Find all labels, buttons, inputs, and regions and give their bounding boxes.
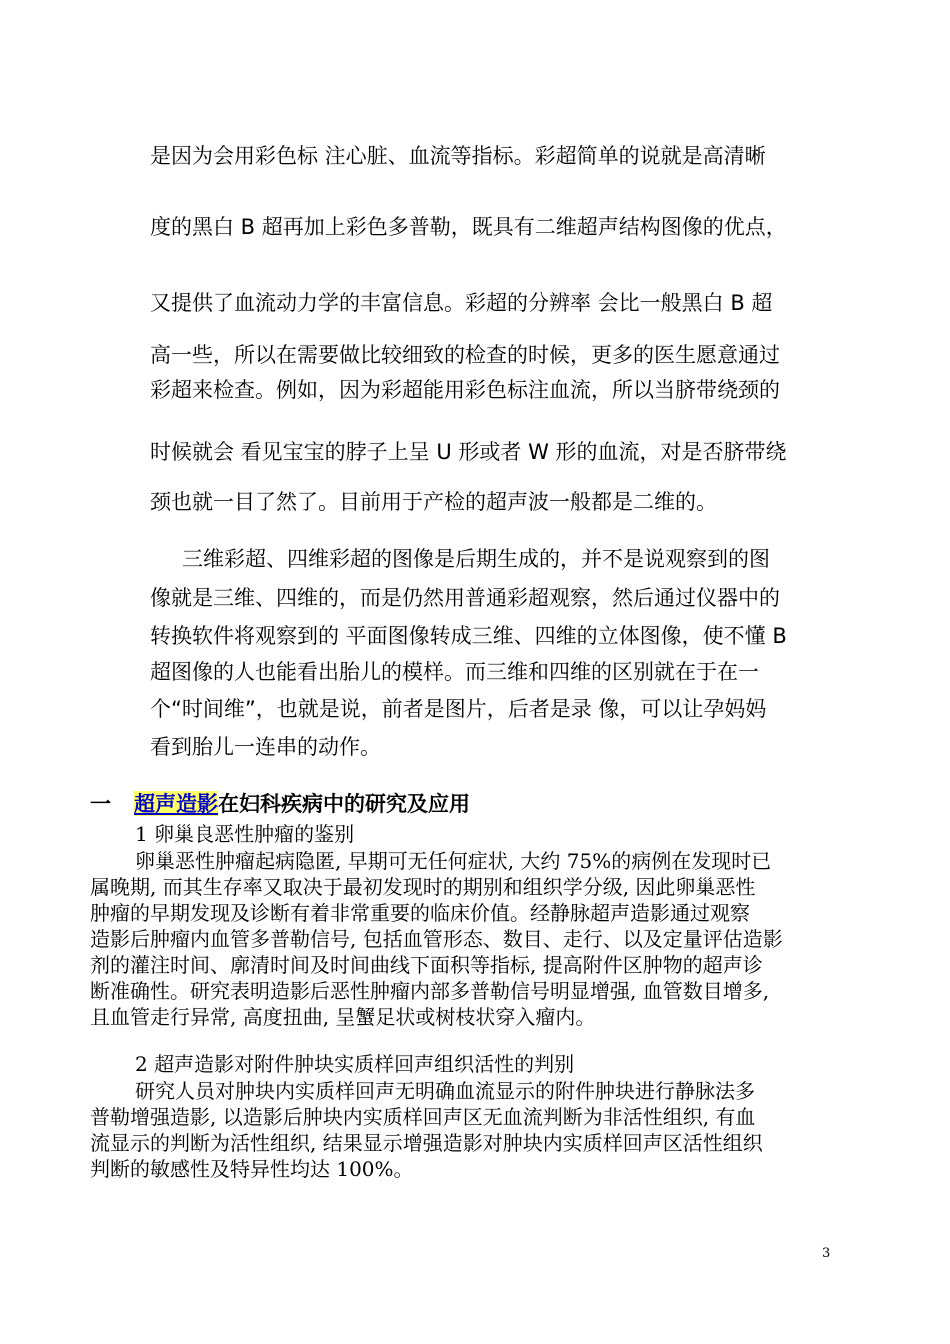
subsection-title: 2 超声造影对附件肿块实质样回声组织活性的判别 xyxy=(135,1052,575,1076)
text-line: 彩超来检查。例如，因为彩超能用彩色标注血流，所以当脐带绕颈的 xyxy=(150,378,780,402)
heading-link[interactable]: 超声造影 xyxy=(134,791,218,816)
text-line: 看到胎儿一连串的动作。 xyxy=(150,735,381,759)
text-line: 个“时间维”，也就是说，前者是图片，后者是录 像，可以让孕妈妈 xyxy=(150,697,767,721)
text-line: 是因为会用彩色标 注心脏、血流等指标。彩超简单的说就是高清晰 xyxy=(150,144,766,168)
text-line: 像就是三维、四维的，而是仍然用普通彩超观察，然后通过仪器中的 xyxy=(150,586,780,610)
text-line: 流显示的判断为活性组织, 结果显示增强造影对肿块内实质样回声区活性组织 xyxy=(90,1131,763,1155)
text-line: 属晚期, 而其生存率又取决于最初发现时的期别和组织学分级, 因此卵巢恶性 xyxy=(90,875,756,899)
text-line: 超图像的人也能看出胎儿的模样。而三维和四维的区别就在于在一 xyxy=(150,660,759,684)
text-line: 度的黑白 B 超再加上彩色多普勒，既具有二维超声结构图像的优点， xyxy=(150,215,787,239)
text-line: 又提供了血流动力学的丰富信息。彩超的分辨率 会比一般黑白 B 超 xyxy=(150,291,773,315)
subsection-title: 1 卵巢良恶性肿瘤的鉴别 xyxy=(135,822,355,846)
heading-number: 一 xyxy=(90,791,111,816)
section-heading xyxy=(90,788,470,818)
text-line: 剂的灌注时间、廓清时间及时间曲线下面积等指标, 提高附件区肿物的超声诊 xyxy=(90,953,763,977)
text-line: 且血管走行异常, 高度扭曲, 呈蟹足状或树枝状穿入瘤内。 xyxy=(90,1005,596,1029)
text-line: 普勒增强造影, 以造影后肿块内实质样回声区无血流判断为非活性组织, 有血 xyxy=(90,1105,756,1129)
text-line: 颈也就一目了然了。目前用于产检的超声波一般都是二维的。 xyxy=(150,490,717,514)
text-line: 断准确性。研究表明造影后恶性肿瘤内部多普勒信号明显增强, 血管数目增多, xyxy=(90,979,770,1003)
page-number: 3 xyxy=(822,1246,831,1261)
text-line: 转换软件将观察到的 平面图像转成三维、四维的立体图像，使不懂 B xyxy=(150,624,787,648)
text-line: 造影后肿瘤内血管多普勒信号, 包括血管形态、数目、走行、以及定量评估造影 xyxy=(90,927,783,951)
heading-text: 在妇科疾病中的研究及应用 xyxy=(218,791,470,816)
text-line: 肿瘤的早期发现及诊断有着非常重要的临床价值。经静脉超声造影通过观察 xyxy=(90,901,750,925)
text-line: 判断的敏感性及特异性均达 100%。 xyxy=(90,1157,414,1181)
text-line: 研究人员对肿块内实质样回声无明确血流显示的附件肿块进行静脉法多 xyxy=(135,1079,755,1103)
text-line: 时候就会 看见宝宝的脖子上呈 U 形或者 W 形的血流，对是否脐带绕 xyxy=(150,440,787,464)
text-line: 三维彩超、四维彩超的图像是后期生成的，并不是说观察到的图 xyxy=(182,547,770,571)
text-line: 卵巢恶性肿瘤起病隐匿, 早期可无任何症状, 大约 75%的病例在发现时已 xyxy=(135,849,772,873)
text-line: 高一些，所以在需要做比较细致的检查的时候，更多的医生愿意通过 xyxy=(150,343,780,367)
